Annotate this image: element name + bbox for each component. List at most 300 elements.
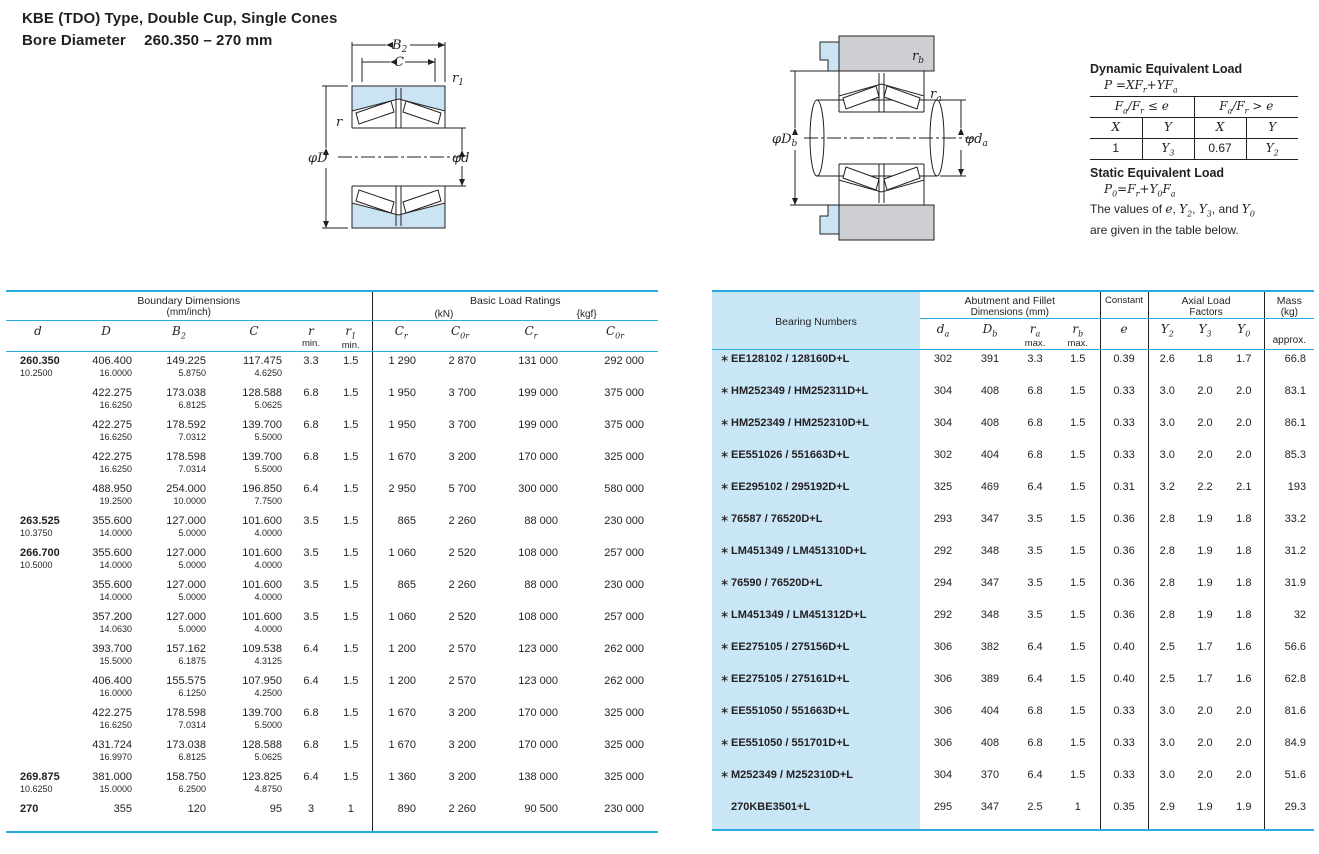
cell-bearing-number	[712, 638, 920, 670]
cell-rb: 1.5	[1070, 512, 1086, 525]
cell-e: 0.33	[1100, 446, 1148, 478]
cell-c0r_kn: 5 700	[448, 482, 476, 495]
cell-y3: 2.2	[1197, 480, 1213, 493]
interchangeable-star: ∗	[720, 384, 730, 397]
cell-C_mm: 128.588 5.0625	[242, 738, 282, 762]
cell-da: 293	[933, 512, 953, 525]
bearing-number: EE128102 / 128160D+L	[731, 353, 850, 366]
cell-B2_mm: 127.000 5.0000	[166, 578, 206, 602]
table-note-line1: The values of e, $Y_2$, $Y_3$, and $Y_0$	[1090, 201, 1255, 219]
bearing-number: M252349 / M252310D+L	[731, 768, 853, 781]
axial-load-group-header: Axial Load Factors	[1148, 291, 1264, 319]
cell-y2: 3.2	[1159, 480, 1175, 493]
cell-d_mm: 263.525 10.3750	[20, 514, 60, 538]
xy-value-row	[1090, 139, 1298, 160]
cell-cr_kn: 1 060	[372, 608, 430, 640]
cell-rb: 1.5	[1070, 736, 1086, 749]
dim-label-ra: $r_a$	[930, 87, 942, 104]
cell-cr_kgf: 88 000	[524, 514, 558, 527]
dynamic-load-formula: $P =XF_r+YF_a$	[1104, 78, 1178, 95]
boundary-row	[6, 416, 658, 448]
cell-da: 306	[933, 736, 953, 749]
cell-cr_kgf: 88 000	[524, 578, 558, 591]
cell-cr_kgf: 123 000	[518, 642, 558, 655]
bearing-row	[712, 766, 1314, 798]
bearing-number: EE275105 / 275161D+L	[731, 672, 850, 685]
boundary-row	[6, 576, 658, 608]
cell-cr_kn: 1 950	[372, 416, 430, 448]
cell-cr_kn: 1 670	[372, 736, 430, 768]
cell-cr_kn: 1 200	[372, 672, 430, 704]
col-header-ra: $r_a$ max.	[1014, 319, 1056, 350]
cell-e: 0.36	[1100, 542, 1148, 574]
cell-y0: 2.0	[1236, 384, 1252, 397]
cell-B2_mm: 178.598 7.0314	[166, 706, 206, 730]
cell-c0r_kgf: 230 000	[604, 514, 645, 527]
cell-y0: 1.7	[1236, 353, 1252, 366]
cell-bearing-number	[712, 766, 920, 798]
abutment-group-header: Abutment and Fillet Dimensions (mm)	[920, 291, 1100, 319]
cell-rb: 1.5	[1070, 448, 1086, 461]
cell-y3: 2.0	[1197, 416, 1213, 429]
cell-C_mm: 196.850 7.7500	[242, 482, 282, 506]
cell-cr_kn: 865	[372, 512, 430, 544]
bearing-row	[712, 702, 1314, 734]
cell-cr_kn: 1 360	[372, 768, 430, 800]
cell-cr_kgf: 300 000	[518, 482, 558, 495]
cell-r1: 1.5	[343, 674, 359, 687]
cell-y0: 2.0	[1236, 736, 1252, 749]
bearing-section-diagram	[292, 26, 622, 266]
load-ratings-group-header: Basic Load Ratings (kN) {kgf}	[372, 291, 658, 321]
interchangeable-star: ∗	[720, 640, 730, 653]
cell-da: 295	[933, 800, 953, 813]
cell-c0r_kgf: 230 000	[604, 578, 645, 591]
cell-c0r_kn: 2 570	[448, 674, 476, 687]
cell-C_mm: 101.600 4.0000	[242, 546, 282, 570]
col-header-Y3: $Y_3$	[1186, 319, 1224, 350]
interchangeable-star: ∗	[720, 480, 730, 493]
boundary-row	[6, 736, 658, 768]
cell-r: 3	[307, 802, 315, 815]
cell-d_mm	[6, 608, 70, 640]
interchangeable-star: ∗	[720, 512, 730, 525]
cell-D_mm: 393.700 15.5000	[92, 642, 132, 666]
cell-y3: 1.9	[1197, 576, 1213, 589]
dim-label-B2: $B_2$	[392, 38, 408, 55]
cell-d_mm: 270	[20, 802, 39, 815]
cell-d_mm	[6, 640, 70, 672]
bearing-number: 76590 / 76520D+L	[731, 576, 823, 589]
cell-d_mm	[6, 672, 70, 704]
cell-D_mm: 355	[113, 802, 132, 815]
cell-c0r_kn: 2 520	[448, 610, 476, 623]
boundary-row	[6, 384, 658, 416]
interchangeable-star: ∗	[720, 416, 730, 429]
cell-db: 408	[980, 736, 1000, 749]
cell-mass: 51.6	[1264, 766, 1314, 798]
bearing-row	[712, 510, 1314, 542]
cell-y2: 3.0	[1159, 768, 1175, 781]
col-header-D: D	[70, 321, 142, 352]
cell-ra: 3.5	[1027, 608, 1043, 621]
cell-db: 391	[980, 353, 1000, 366]
cell-da: 306	[933, 640, 953, 653]
cell-db: 404	[980, 448, 1000, 461]
interchangeable-star: ∗	[720, 736, 730, 749]
page-title: KBE (TDO) Type, Double Cup, Single Cones	[22, 10, 338, 27]
cell-bearing-number	[712, 798, 920, 830]
cell-ra: 6.8	[1027, 448, 1043, 461]
cell-cr_kgf: 170 000	[518, 450, 558, 463]
cell-d_mm: 266.700 10.5000	[20, 546, 60, 570]
cell-c0r_kgf: 375 000	[604, 418, 645, 431]
dim-label-phiD: φD	[308, 151, 328, 166]
cell-da: 304	[933, 384, 953, 397]
mounted-bearing-diagram	[762, 20, 1097, 268]
boundary-row	[6, 512, 658, 544]
cell-r: 6.8	[303, 386, 319, 399]
cell-B2_mm: 254.000 10.0000	[166, 482, 206, 506]
cell-y0: 1.8	[1236, 512, 1252, 525]
bearing-row	[712, 414, 1314, 446]
cell-mass: 56.6	[1264, 638, 1314, 670]
cell-d_mm: 269.875 10.6250	[20, 770, 60, 794]
cell-mass: 62.8	[1264, 670, 1314, 702]
cell-d_mm	[6, 448, 70, 480]
cell-ra: 2.5	[1027, 800, 1043, 813]
cell-da: 304	[933, 768, 953, 781]
cell-c0r_kgf: 257 000	[604, 610, 645, 623]
cell-c0r_kgf: 325 000	[604, 770, 645, 783]
cell-y0: 2.0	[1236, 448, 1252, 461]
bearing-row	[712, 382, 1314, 414]
col-x2: X	[1194, 118, 1246, 139]
cell-r: 6.4	[303, 642, 319, 655]
cell-rb: 1.5	[1070, 416, 1086, 429]
cell-D_mm: 406.400 16.0000	[92, 674, 132, 698]
cell-c0r_kgf: 262 000	[604, 642, 645, 655]
cell-bearing-number	[712, 510, 920, 542]
cell-db: 408	[980, 416, 1000, 429]
cell-r: 3.5	[303, 546, 319, 559]
bearing-row	[712, 446, 1314, 478]
cell-y2: 2.8	[1159, 608, 1175, 621]
cell-B2_mm: 149.225 5.8750	[166, 355, 206, 379]
bearing-numbers-table	[712, 290, 1314, 831]
col-y2: Y	[1246, 118, 1298, 139]
cell-C_mm: 101.600 4.0000	[242, 514, 282, 538]
cell-D_mm: 422.275 16.6250	[92, 418, 132, 442]
cell-e: 0.35	[1100, 798, 1148, 830]
dim-label-rb: $r_b$	[912, 49, 924, 66]
col-header-d: d	[6, 321, 70, 352]
cell-r1: 1.5	[343, 355, 359, 368]
col-header-B2: $B_2$	[142, 321, 216, 352]
cell-B2_mm: 157.162 6.1875	[166, 642, 206, 666]
cell-e: 0.33	[1100, 734, 1148, 766]
cell-cr_kn: 2 950	[372, 480, 430, 512]
cell-ra: 3.5	[1027, 576, 1043, 589]
cell-bearing-number	[712, 446, 920, 478]
cell-da: 304	[933, 416, 953, 429]
cell-r1: 1	[347, 802, 354, 815]
cell-c0r_kn: 3 200	[448, 450, 476, 463]
unit-kgf: {kgf}	[576, 309, 597, 320]
cell-C_mm: 101.600 4.0000	[242, 578, 282, 602]
val-y1: $Y_3$	[1142, 139, 1194, 160]
cell-e: 0.33	[1100, 414, 1148, 446]
cell-r: 3.5	[303, 610, 319, 623]
interchangeable-star: ∗	[720, 768, 730, 781]
cell-bearing-number	[712, 670, 920, 702]
cell-ra: 3.3	[1027, 353, 1043, 366]
cell-mass: 31.9	[1264, 574, 1314, 606]
cell-db: 370	[980, 768, 1000, 781]
cell-C_mm: 101.600 4.0000	[242, 610, 282, 634]
cell-cr_kgf: 199 000	[518, 418, 558, 431]
cell-cr_kgf: 138 000	[518, 770, 558, 783]
cell-y3: 1.9	[1197, 544, 1213, 557]
condition-le: $F_a/F_r \le e$	[1090, 97, 1194, 118]
cell-C_mm: 95	[269, 802, 282, 815]
cell-D_mm: 422.275 16.6250	[92, 706, 132, 730]
cell-y2: 3.0	[1159, 736, 1175, 749]
xy-factor-table	[1090, 96, 1298, 160]
cell-r1: 1.5	[343, 450, 359, 463]
bearing-number: LM451349 / LM451312D+L	[731, 608, 867, 621]
bearing-table-body	[712, 350, 1314, 830]
cell-D_mm: 357.200 14.0630	[92, 610, 132, 634]
cell-cr_kgf: 199 000	[518, 386, 558, 399]
cell-rb: 1.5	[1070, 768, 1086, 781]
bearing-number: EE551050 / 551701D+L	[731, 736, 850, 749]
cell-y2: 2.8	[1159, 512, 1175, 525]
cell-db: 348	[980, 608, 1000, 621]
cell-mass: 84.9	[1264, 734, 1314, 766]
cell-rb: 1	[1074, 800, 1081, 813]
cell-C_mm: 117.475 4.6250	[243, 355, 282, 379]
cell-y2: 3.0	[1159, 448, 1175, 461]
cell-r1: 1.5	[343, 738, 359, 751]
cell-y3: 2.0	[1197, 448, 1213, 461]
col-header-Y2: $Y_2$	[1148, 319, 1186, 350]
cell-rb: 1.5	[1070, 608, 1086, 621]
cell-B2_mm: 120	[187, 802, 206, 815]
cell-D_mm: 355.600 14.0000	[92, 514, 132, 538]
col-header-rb: $r_b$ max.	[1056, 319, 1100, 350]
cell-y3: 2.0	[1197, 736, 1213, 749]
cell-r1: 1.5	[343, 770, 359, 783]
cell-cr_kgf: 108 000	[518, 546, 558, 559]
cell-y3: 1.7	[1197, 640, 1213, 653]
page-title-block	[22, 8, 337, 52]
cell-B2_mm: 178.598 7.0314	[166, 450, 206, 474]
cell-rb: 1.5	[1070, 480, 1086, 493]
cell-bearing-number	[712, 542, 920, 574]
cell-c0r_kn: 3 200	[448, 738, 476, 751]
cell-c0r_kn: 2 260	[448, 802, 476, 815]
cell-rb: 1.5	[1070, 384, 1086, 397]
cell-c0r_kgf: 230 000	[604, 802, 645, 815]
val-x1: 1	[1090, 139, 1142, 160]
cell-r: 6.8	[303, 450, 319, 463]
mass-approx-label: approx.	[1264, 319, 1314, 350]
cell-c0r_kgf: 375 000	[604, 386, 645, 399]
cell-r: 3.5	[303, 578, 319, 591]
col-header-cr-kgf: $C_r$	[490, 321, 572, 352]
cell-mass: 85.3	[1264, 446, 1314, 478]
bearing-row	[712, 734, 1314, 766]
cell-cr_kn: 1 950	[372, 384, 430, 416]
cell-r1: 1.5	[343, 578, 359, 591]
static-load-formula: $P_0=F_r+Y_0F_a$	[1104, 182, 1176, 199]
cell-bearing-number	[712, 382, 920, 414]
cell-c0r_kn: 2 260	[448, 514, 476, 527]
cell-cr_kn: 1 060	[372, 544, 430, 576]
cell-da: 302	[933, 353, 953, 366]
cell-y3: 2.0	[1197, 768, 1213, 781]
cell-ra: 6.8	[1027, 736, 1043, 749]
cell-y3: 1.7	[1197, 672, 1213, 685]
cell-r1: 1.5	[343, 642, 359, 655]
cell-r1: 1.5	[343, 418, 359, 431]
cell-bearing-number	[712, 734, 920, 766]
bearing-row	[712, 478, 1314, 510]
cell-y3: 2.0	[1197, 384, 1213, 397]
cell-y0: 2.0	[1236, 416, 1252, 429]
cell-c0r_kgf: 257 000	[604, 546, 645, 559]
col-y1: Y	[1142, 118, 1194, 139]
cell-y3: 1.8	[1197, 353, 1213, 366]
cell-ra: 6.8	[1027, 704, 1043, 717]
bearing-table-header	[712, 291, 1314, 350]
dynamic-load-title: Dynamic Equivalent Load	[1090, 62, 1243, 76]
cell-y2: 2.5	[1159, 672, 1175, 685]
cell-rb: 1.5	[1070, 576, 1086, 589]
boundary-dimensions-table	[6, 290, 658, 833]
cell-db: 347	[980, 576, 1000, 589]
cell-y0: 2.0	[1236, 704, 1252, 717]
cell-C_mm: 139.700 5.5000	[242, 706, 282, 730]
boundary-table-header	[6, 291, 658, 352]
cell-rb: 1.5	[1070, 704, 1086, 717]
cell-c0r_kn: 2 520	[448, 546, 476, 559]
cell-r: 6.8	[303, 418, 319, 431]
cell-C_mm: 128.588 5.0625	[242, 386, 282, 410]
cell-C_mm: 139.700 5.5000	[242, 418, 282, 442]
cell-D_mm: 381.000 15.0000	[92, 770, 132, 794]
cell-c0r_kn: 2 260	[448, 578, 476, 591]
cell-db: 347	[980, 800, 1000, 813]
boundary-row	[6, 608, 658, 640]
xy-header-row	[1090, 118, 1298, 139]
cell-c0r_kgf: 292 000	[604, 355, 645, 368]
dim-label-C: C	[394, 55, 404, 70]
cell-db: 389	[980, 672, 1000, 685]
interchangeable-star: ∗	[720, 544, 730, 557]
cell-da: 325	[933, 480, 953, 493]
cell-c0r_kn: 3 200	[448, 770, 476, 783]
interchangeable-star: ∗	[720, 576, 730, 589]
col-header-c0r-kn: $C_{0r}$	[430, 321, 490, 352]
boundary-row	[6, 768, 658, 800]
cell-cr_kn: 1 670	[372, 704, 430, 736]
cell-ra: 6.4	[1027, 480, 1043, 493]
bearing-numbers-header: Bearing Numbers	[712, 291, 920, 350]
col-header-r1: $r_1$ min.	[330, 321, 372, 352]
cell-c0r_kn: 2 570	[448, 642, 476, 655]
static-load-title: Static Equivalent Load	[1090, 166, 1225, 181]
cell-r1: 1.5	[343, 514, 359, 527]
bearing-number: HM252349 / HM252311D+L	[731, 384, 869, 397]
table-note-line2: are given in the table below.	[1090, 222, 1239, 237]
cell-cr_kn: 1 290	[372, 352, 430, 384]
cell-D_mm: 355.600 14.0000	[92, 578, 132, 602]
cell-D_mm: 355.600 14.0000	[92, 546, 132, 570]
cell-y2: 2.8	[1159, 576, 1175, 589]
cell-da: 294	[933, 576, 953, 589]
interchangeable-star: ∗	[720, 448, 730, 461]
boundary-group-header: Boundary Dimensions (mm/inch)	[6, 291, 372, 321]
boundary-row	[6, 800, 658, 832]
dim-label-phida: $\varphi d_a$	[965, 132, 988, 149]
cell-c0r_kn: 3 200	[448, 706, 476, 719]
dim-label-r: r	[336, 115, 343, 130]
col-header-e: e	[1100, 319, 1148, 350]
cell-e: 0.36	[1100, 510, 1148, 542]
cell-ra: 6.4	[1027, 640, 1043, 653]
cell-da: 292	[933, 608, 953, 621]
cell-cr_kn: 1 670	[372, 448, 430, 480]
cell-C_mm: 139.700 5.5000	[242, 450, 282, 474]
cell-e: 0.33	[1100, 766, 1148, 798]
interchangeable-star: ∗	[720, 672, 730, 685]
condition-gt: $F_a/F_r > e$	[1194, 97, 1298, 118]
bearing-row	[712, 798, 1314, 830]
boundary-row	[6, 704, 658, 736]
equivalent-load-box	[1090, 62, 1319, 238]
col-header-r: r min.	[292, 321, 330, 352]
cell-da: 306	[933, 704, 953, 717]
cell-db: 347	[980, 512, 1000, 525]
constant-header: Constant	[1100, 291, 1148, 319]
cell-mass: 31.2	[1264, 542, 1314, 574]
unit-kn: (kN)	[434, 309, 454, 320]
cell-r1: 1.5	[343, 482, 359, 495]
bearing-number: LM451349 / LM451310D+L	[731, 544, 867, 557]
bearing-number: HM252349 / HM252310D+L	[731, 416, 869, 429]
cell-bearing-number	[712, 606, 920, 638]
cell-r: 6.8	[303, 706, 319, 719]
bearing-number: EE551026 / 551663D+L	[731, 448, 850, 461]
cell-r1: 1.5	[343, 546, 359, 559]
cell-y0: 2.0	[1236, 768, 1252, 781]
cell-e: 0.40	[1100, 638, 1148, 670]
cell-r: 6.4	[303, 482, 319, 495]
cell-B2_mm: 127.000 5.0000	[166, 514, 206, 538]
cell-cr_kgf: 123 000	[518, 674, 558, 687]
cell-rb: 1.5	[1070, 353, 1086, 366]
cell-y0: 1.6	[1236, 640, 1252, 653]
cell-cr_kgf: 131 000	[518, 355, 558, 368]
cell-y0: 1.6	[1236, 672, 1252, 685]
cell-d_mm	[6, 736, 70, 768]
cell-y0: 1.8	[1236, 576, 1252, 589]
cell-y0: 1.8	[1236, 608, 1252, 621]
cell-db: 469	[980, 480, 1000, 493]
cell-D_mm: 422.275 16.6250	[92, 386, 132, 410]
